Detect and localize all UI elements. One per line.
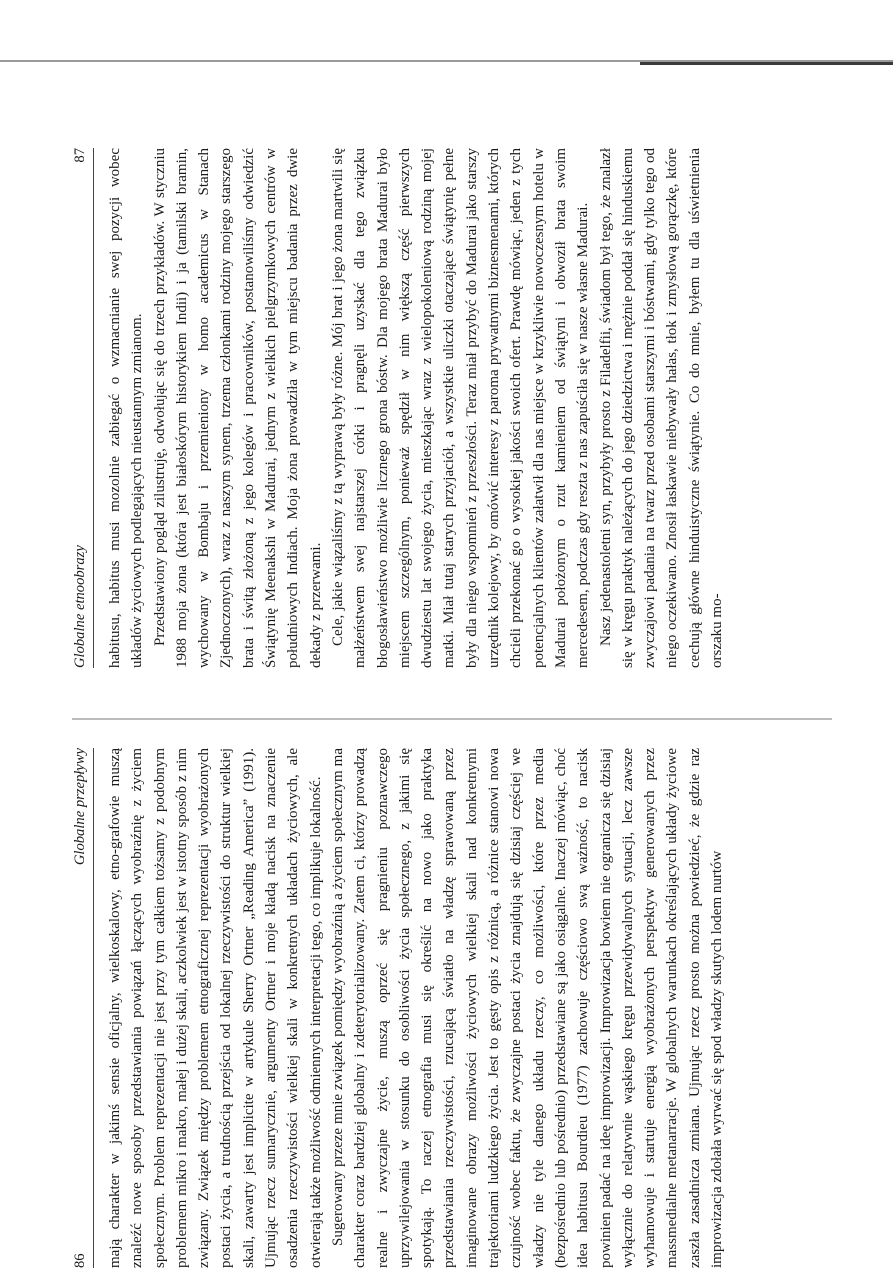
paragraph: Nasz jedenastoletni syn, przybyły prosto z Filadelfii, świadom był tego, że znalazł się w kręgu praktyk należących do jego dziedzictwa i mężnie poddał się hinduskiemu zwyczajowi padania na twarz przed osobami starszymi i bóstwami, gdy tylko tego od niego oczekiwano. Znosił łaskawie niebywały hałas, tłok i zmysłową gorączkę, które cechują główne hinduistyczne świątynie. Co do mnie, byłem tu dla uświetnienia orszaku mo- xyxy=(597,148,726,668)
left-page-header xyxy=(72,748,94,1268)
right-page xyxy=(72,148,832,668)
right-page-number: 87 xyxy=(72,148,88,163)
right-running-title: Globalne etnoobrazy xyxy=(72,545,88,668)
right-page-body xyxy=(104,148,728,668)
left-running-title: Globalne przepływy xyxy=(72,748,88,866)
scan-top-rule-dark xyxy=(640,62,893,65)
left-page-number: 86 xyxy=(72,1253,88,1268)
left-page xyxy=(72,748,832,1268)
paragraph: Cele, jakie wiązaliśmy z tą wyprawą były różne. Mój brat i jego żona martwili się małżeństwem swej najstarszej córki i pragnęli uzyskać dla tego związku błogosławieństwo możliwie licznego grona bóstw. Dla mojego brata Madurai było miejscem szczególnym, ponieważ spędził w nim większą część pierwszych dwudziestu lat swojego życia, mieszkając wraz z wielopokoleniową rodziną mojej matki. Miał tutaj starych przyjaciół, a wszystkie uliczki otaczające świątynię pełne były dla niego wspomnień z przeszłości. Teraz miał przybyć do Madurai jako starszy urzędnik kolejowy, by omówić interesy z paroma prywatnymi biznesmenami, których chcieli przekonać go o wysokiej jakości swoich ofert. Prawdę mówiąc, jeden z tych potencjalnych klientów załatwił dla nas miejsce w krzykliwie nowoczesnym hotelu w Madurai położonym o rzut kamieniem od świątyni i obwoził brata swoim mercedesem, podczas gdy reszta z nas zapuściła się w nasze własne Madurai. xyxy=(329,148,592,668)
right-page-header xyxy=(72,148,94,668)
paragraph: Sugerowany przeze mnie związek pomiędzy wyobraźnią a życiem społecznym ma charakter coraz bardziej globalny i zdeterytorializowany. Zatem ci, którzy prowadzą realne i zwyczajne życie, muszą oprzeć się pragnieniu poznawczego uprzywilejowania w stosunku do osobliwości życia społecznego, z jakimi się spotykają. To raczej etnografia musi się określić na nowo jako praktyka przedstawiania rzeczywistości, rzucającą światło na władzę sprawowaną przez imaginowane obrazy możliwości życiowych wielkiej skali nad konkretnymi trajektoriami ludzkiego życia. Jest to gęsty opis z różnicą, a różnice stanowi nowa czujność wobec faktu, że zwyczajne postaci życia znajdują się dzisiaj częściej we władzy nie tyle danego układu rzeczy, co możliwości, które przez media (bezpośrednio lub pośrednio) przedstawiane są jako osiągalne. Inaczej mówiąc, choć idea habitusu Bourdieu (1977) zachowuje częściowo swą ważność, to nacisk powinien padać na ideę improwizacji. Improwizacja bowiem nie ogranicza się dzisiaj wyłącznie do relatywnie wąskiego kręgu przewidywalnych sytuacji, lecz zawsze wyhamowuje i startuje energią wyobrażonych perspektyw generowanych przez massmedialne metanarracje. W globalnych warunkach określających układy życiowe zaszła zasadnicza zmiana. Ujmując rzecz prosto można powiedzieć, że gdzie raz improwizacja zdołała wyrwać się spod władzy skutych lodem nurtów xyxy=(329,748,726,1268)
paragraph: mają charakter w jakimś sensie oficjalny, wielkoskalowy, etno-grafowie muszą znaleźć nowe sposoby przedstawiania powiązań łączących wyobraźnię z życiem społecznym. Problem reprezentacji nie jest przy tym całkiem tożsamy z podobnym problemem mikro i makro, małej i dużej skali, aczkolwiek jest w istotny sposób z nim związany. Związek między problemem etnograficznej reprezentacji wyobrażonych postaci życia, a trudnością przejścia od lokalnej rzeczywistości do struktur wielkiej skali, zawarty jest implicite w artykule Sherry Ortner „Reading America” (1991). Ujmując rzecz sumarycznie, argumenty Ortner i moje kładą nacisk na znaczenie osadzenia rzeczywistości wielkiej skali w konkretnych układach życiowych, ale otwierają także możliwość odmiennych interpretacji tego, co implikuje lokalność. xyxy=(107,748,324,1268)
page-gutter xyxy=(72,718,832,720)
book-spread xyxy=(72,148,832,1268)
paragraph: Przedstawiony pogląd zilustruję, odwołując się do trzech przykładów. W styczniu 1988 moja żona (która jest białoskórym historykiem Indii) i ja (tamilski bramin, wychowany w Bombaju i przemieniony w homo academicus w Stanach Zjednoczonych), wraz z naszym synem, trzema członkami rodziny mojego starszego brata i świtą złożoną z jego kolegów i pracowników, postanowiliśmy odwiedzić Świątynię Meenakshi w Madurai, jednym z wielkich pielgrzymkowych centrów w południowych Indiach. Moja żona prowadziła w tym miejscu badania przez dwie dekady z przerwami. xyxy=(151,148,324,668)
paragraph: habitusu, habitus musi mozolnie zabiegać o wzmacnianie swej pozycji wobec układów życiowych podlegających nieustannym zmianom. xyxy=(107,148,146,668)
left-page-body xyxy=(104,748,728,1268)
